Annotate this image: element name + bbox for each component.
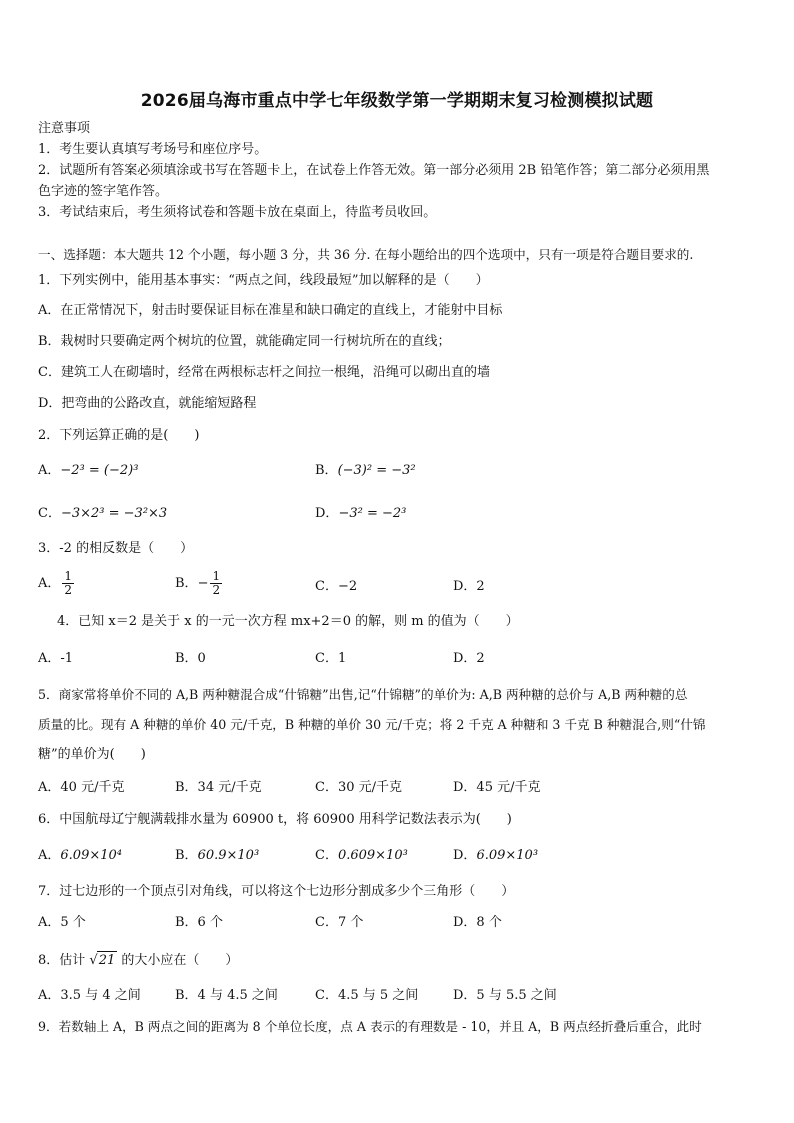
q3-option-b-fraction: $\frac{1}{2}$ — [212, 569, 221, 597]
q2-option-b-label: B． — [315, 463, 338, 478]
q6-option-d — [453, 847, 538, 865]
q2-option-d-label: D． — [315, 506, 339, 521]
q6-option-d-expr: 6.09×10³ — [476, 848, 539, 863]
q1-option-b: B．栽树时只要确定两个树坑的位置，就能确定同一行树坑所在的直线； — [38, 334, 451, 349]
q2-option-c-expr: −3×2³ = −3²×3 — [60, 506, 168, 521]
q1-option-d: D．把弯曲的公路改直，就能缩短路程 — [38, 396, 257, 411]
q4-option-a: A．-1 — [38, 651, 74, 666]
q6-option-c-label: C． — [315, 848, 338, 863]
q6-option-c — [315, 847, 408, 865]
q6-option-b — [175, 847, 259, 865]
q3-option-a-fraction: $\frac{1}{2}$ — [64, 569, 73, 597]
q9-stem-line-1: 9．若数轴上 A，B 两点之间的距离为 8 个单位长度，点 A 表示的有理数是 - 10，并且 A，B 两点经折叠后重合，此时 — [38, 1019, 702, 1034]
q8-option-d: D．5 与 5.5 之间 — [453, 988, 557, 1003]
notice-item-1: 1．考生要认真填写考场号和座位序号。 — [38, 142, 268, 157]
q5-option-c: C．30 元/千克 — [315, 780, 403, 795]
notice-heading: 注意事项 — [38, 121, 91, 136]
q1-option-c: C．建筑工人在砌墙时，经常在两根标志杆之间拉一根绳，沿绳可以砌出直的墙 — [38, 365, 490, 380]
q5-stem-line-2: 质量的比。现有 A 种糖的单价 40 元/千克，B 种糖的单价 30 元/千克；将 2 千克 A 种糖和 3 千克 B 种糖混合,则“什锦 — [38, 717, 706, 732]
q6-option-c-expr: 0.609×10³ — [337, 848, 408, 863]
q8-option-c: C．4.5 与 5 之间 — [315, 988, 419, 1003]
q7-stem: 7．过七边形的一个顶点引对角线，可以将这个七边形分割成多少个三角形（ ） — [38, 884, 515, 899]
q5-option-b: B．34 元/千克 — [175, 780, 262, 795]
q2-option-a-expr: −2³ = (−2)³ — [60, 463, 139, 478]
page-title: 2026届乌海市重点中学七年级数学第一学期期末复习检测模拟试题 — [140, 91, 654, 111]
q4-stem: 4．已知 x＝2 是关于 x 的一元一次方程 mx+2＝0 的解，则 m 的值为（ ） — [57, 614, 519, 629]
q6-stem: 6．中国航母辽宁舰满载排水量为 60900 t，将 60900 用科学记数法表示为( ) — [38, 812, 512, 827]
q6-option-d-label: D． — [453, 848, 477, 863]
q8-option-b: B．4 与 4.5 之间 — [175, 988, 278, 1003]
q5-option-a: A．40 元/千克 — [38, 780, 125, 795]
q2-option-b — [315, 462, 416, 480]
q3-option-b: B．− $\frac{1}{2}$ — [175, 569, 221, 597]
q6-option-a-label: A． — [38, 848, 61, 863]
q3-option-a-label: A． — [38, 576, 61, 591]
q6-option-a-expr: 6.09×10⁴ — [60, 848, 122, 863]
q3-option-d: D．2 — [453, 579, 485, 594]
q2-option-a-label: A． — [38, 463, 61, 478]
q6-option-a — [38, 847, 122, 865]
q3-option-b-label: B． — [175, 576, 198, 591]
q2-option-b-expr: (−3)² = −3² — [337, 463, 416, 478]
q3-stem: 3．-2 的相反数是（ ） — [38, 541, 194, 556]
q1-stem: 1．下列实例中，能用基本事实：“两点之间，线段最短”加以解释的是（ ） — [38, 273, 489, 288]
q6-option-b-label: B． — [175, 848, 198, 863]
notice-item-3: 3．考试结束后，考生须将试卷和答题卡放在桌面上，待监考员收回。 — [38, 205, 437, 220]
q8-option-a: A．3.5 与 4 之间 — [38, 988, 141, 1003]
q7-option-a: A．5 个 — [38, 915, 86, 930]
q2-option-a — [38, 462, 138, 480]
q7-option-b: B．6 个 — [175, 915, 223, 930]
q3-option-a — [38, 570, 76, 597]
q4-option-c: C．1 — [315, 651, 347, 666]
q2-option-c — [38, 505, 167, 523]
q2-stem: 2．下列运算正确的是( ) — [38, 428, 200, 443]
q2-option-c-label: C． — [38, 506, 61, 521]
q1-option-a: A．在正常情况下，射击时要保证目标在准星和缺口确定的直线上，才能射中目标 — [38, 303, 503, 318]
q7-option-d: D．8 个 — [453, 915, 502, 930]
q6-option-b-expr: 60.9×10³ — [197, 848, 260, 863]
q5-stem-line-3: 糖”的单价为( ) — [38, 747, 146, 762]
q4-option-d: D．2 — [453, 651, 485, 666]
q3-option-c: C．−2 — [315, 579, 358, 594]
q8-radicand: 21 — [98, 953, 116, 968]
q2-option-d-expr: −3² = −2³ — [338, 506, 407, 521]
notice-item-2-cont: 色字迹的签字笔作答。 — [38, 184, 169, 199]
q8-stem: 8．估计 √21 的大小应在（ ） — [38, 953, 239, 968]
q7-option-c: C．7 个 — [315, 915, 364, 930]
q2-option-d — [315, 505, 406, 523]
q4-option-b: B．0 — [175, 651, 206, 666]
sqrt-symbol: √ — [89, 953, 98, 968]
q5-option-d: D．45 元/千克 — [453, 780, 541, 795]
notice-item-2: 2．试题所有答案必须填涂或书写在答题卡上，在试卷上作答无效。第一部分必须用 2B 铅笔作答；第二部分必须用黑 — [38, 163, 710, 178]
q5-stem-line-1: 5．商家常将单价不同的 A,B 两种糖混合成“什锦糖”出售,记“什锦糖”的单价为: A,B 两种糖的总价与 A,B 两种糖的总 — [38, 687, 688, 702]
section-heading: 一、选择题：本大题共 12 个小题，每小题 3 分，共 36 分. 在每小题给出的四个选项中，只有一项是符合题目要求的. — [38, 247, 694, 262]
